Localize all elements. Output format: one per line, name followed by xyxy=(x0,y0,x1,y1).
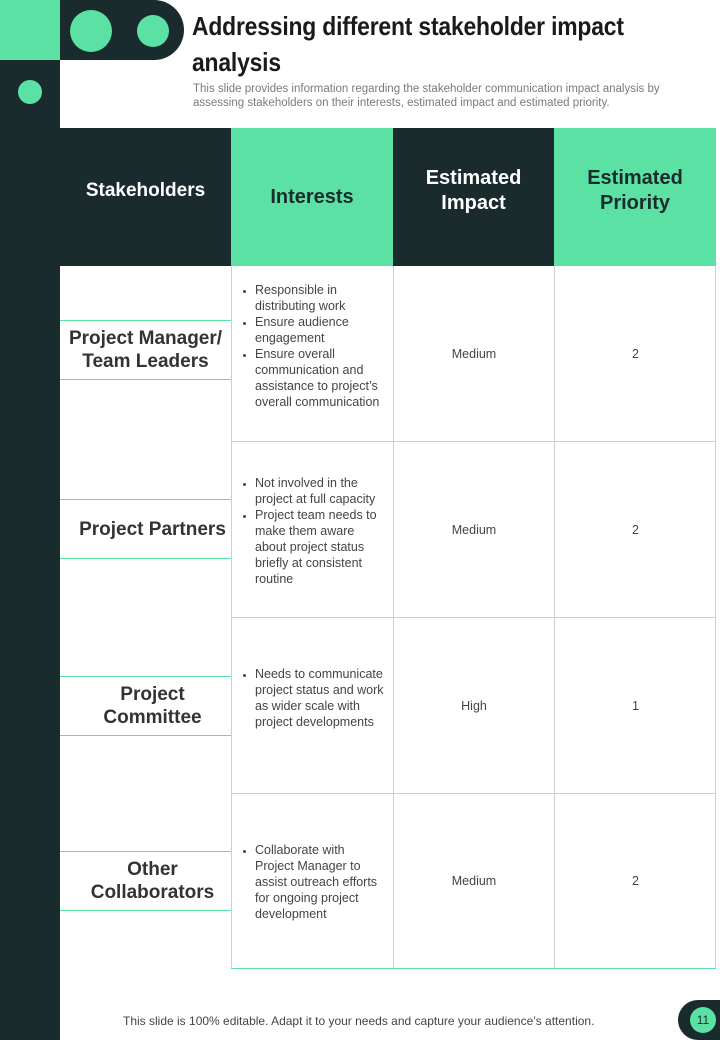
header-priority-line2: Priority xyxy=(599,192,671,214)
stakeholder-label-line2: Committee xyxy=(103,707,202,728)
impact-value: Medium xyxy=(451,522,497,537)
interests-cell xyxy=(232,266,392,441)
interests-list xyxy=(238,842,386,922)
interests-cell xyxy=(232,458,392,617)
decorative-dot xyxy=(18,80,42,104)
stakeholder-label-line1: Project xyxy=(120,684,185,705)
interest-item: • Ensure overall communication and assistance to project’s overall communication xyxy=(255,346,386,410)
header-priority-line1: Estimated xyxy=(587,167,683,189)
stakeholder-project-manager xyxy=(60,320,231,380)
interest-item: • Collaborate with Project Manager to assist outreach efforts for ongoing project development xyxy=(255,842,386,922)
interest-item: • Not involved in the project at full capacity xyxy=(255,475,386,507)
header-stakeholders-label: Stakeholders xyxy=(85,180,206,201)
priority-value: 2 xyxy=(632,874,639,888)
stakeholder-label-line1: Project Partners xyxy=(79,518,226,540)
stakeholder-label-line1: Other xyxy=(127,859,178,880)
stakeholder-project-partners xyxy=(60,499,231,559)
page-subtitle: This slide provides information regarding the stakeholder communication impact analysis by assessing stakeholders on their interests, estimated impact and estimated priority. xyxy=(193,83,660,109)
decorative-circle-large xyxy=(70,10,112,52)
impact-value: Medium xyxy=(451,874,497,888)
interests-list xyxy=(238,282,386,410)
left-sidebar-bar xyxy=(0,0,60,1040)
interests-list xyxy=(238,475,386,587)
decorative-circle-small xyxy=(137,15,169,47)
impact-value: Medium xyxy=(451,346,497,361)
impact-value: High xyxy=(461,698,487,713)
header-stakeholders xyxy=(60,128,231,266)
priority-value: 2 xyxy=(632,522,639,537)
table-bottom-line xyxy=(231,968,716,969)
interest-item: • Responsible in distributing work xyxy=(255,282,386,314)
interests-cell xyxy=(232,825,392,968)
stakeholder-label-line2: Team Leaders xyxy=(82,351,209,372)
stakeholder-project-committee xyxy=(60,676,231,736)
page-title: Addressing different stakeholder impact analysis xyxy=(192,11,624,77)
corner-accent-square xyxy=(0,0,60,60)
footer-note: This slide is 100% editable. Adapt it to your needs and capture your audience’s attention. xyxy=(123,1014,595,1028)
header-estimated-priority xyxy=(554,128,716,266)
priority-value: 2 xyxy=(632,346,639,361)
page-number: 11 xyxy=(690,1007,716,1033)
stakeholder-label-line2: Collaborators xyxy=(90,882,215,903)
stakeholder-other-collaborators xyxy=(60,851,231,911)
interests-cell xyxy=(232,649,392,793)
stakeholder-label-line1: Project Manager/ xyxy=(68,328,223,349)
interest-item: • Project team needs to make them aware about project status briefly at consistent routine xyxy=(255,507,386,587)
interest-item: • Needs to communicate project status and work as wider scale with project developments xyxy=(255,666,386,730)
priority-value: 1 xyxy=(632,698,639,713)
interests-list xyxy=(238,666,386,730)
header-impact-line1: Estimated xyxy=(425,167,522,189)
header-interests-label: Interests xyxy=(270,185,354,208)
interest-item: • Ensure audience engagement xyxy=(255,314,386,346)
header-impact-line2: Impact xyxy=(441,192,506,214)
header-interests xyxy=(231,128,393,266)
header-estimated-impact xyxy=(393,128,554,266)
